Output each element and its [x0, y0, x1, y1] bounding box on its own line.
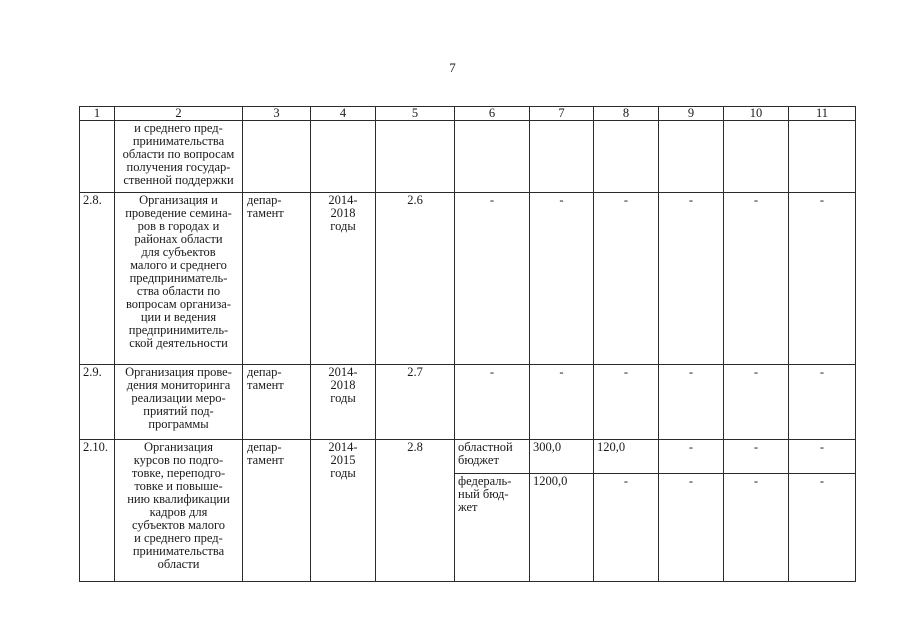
cell-dept: депар- тамент [243, 193, 311, 365]
cell-source [455, 121, 530, 193]
cell-c9: - [659, 193, 724, 365]
cell-c10: - [724, 474, 789, 582]
header-cell: 6 [455, 107, 530, 121]
header-cell: 5 [376, 107, 455, 121]
header-cell: 7 [530, 107, 594, 121]
cell-c9: - [659, 365, 724, 440]
cell-c10 [724, 121, 789, 193]
cell-dept: депар- тамент [243, 365, 311, 440]
cell-c11: - [789, 193, 856, 365]
cell-c6: - [455, 193, 530, 365]
cell-c7: - [530, 365, 594, 440]
cell-code: 2.6 [376, 193, 455, 365]
cell-c8 [594, 121, 659, 193]
cell-c8: - [594, 474, 659, 582]
cell-c9: - [659, 440, 724, 474]
header-cell: 11 [789, 107, 856, 121]
header-row [80, 107, 856, 121]
cell-c7: 1200,0 [530, 474, 594, 582]
cell-c7: - [530, 193, 594, 365]
cell-c11: - [789, 474, 856, 582]
cell-dept: депар- тамент [243, 440, 311, 582]
cell-code [376, 121, 455, 193]
header-cell: 10 [724, 107, 789, 121]
cell-num: 2.8. [80, 193, 115, 365]
cell-name: Организация курсов по подго- товке, переподго- товке и повыше- нию квалификации кадров для субъектов малого и среднего пред- принимательства области [115, 440, 243, 582]
cell-c10: - [724, 193, 789, 365]
header-cell: 3 [243, 107, 311, 121]
cell-num: 2.9. [80, 365, 115, 440]
cell-years: 2014- 2018 годы [311, 193, 376, 365]
cell-c6: - [455, 365, 530, 440]
header-cell: 2 [115, 107, 243, 121]
cell-c11: - [789, 440, 856, 474]
header-cell: 4 [311, 107, 376, 121]
cell-num: 2.10. [80, 440, 115, 582]
cell-c7 [530, 121, 594, 193]
cell-c8: 120,0 [594, 440, 659, 474]
table-row-2-8 [80, 193, 856, 365]
header-cell: 9 [659, 107, 724, 121]
header-cell: 1 [80, 107, 115, 121]
cell-c9: - [659, 474, 724, 582]
cell-c9 [659, 121, 724, 193]
cell-years [311, 121, 376, 193]
table-row-continuation [80, 121, 856, 193]
cell-name: Организация и проведение семина- ров в городах и районах области для субъектов малого и среднего предприниматель- ства области по вопросам организа- ции и ведения предпринимитель- ской деятельности [115, 193, 243, 365]
cell-num [80, 121, 115, 193]
cell-name: Организация прове- дения мониторинга реализации меро- приятий под- программы [115, 365, 243, 440]
cell-c10: - [724, 365, 789, 440]
cell-code: 2.7 [376, 365, 455, 440]
table-row-2-10 [80, 440, 856, 474]
program-table [79, 106, 856, 582]
cell-c11: - [789, 365, 856, 440]
header-cell: 8 [594, 107, 659, 121]
cell-dept [243, 121, 311, 193]
cell-c8: - [594, 193, 659, 365]
cell-c8: - [594, 365, 659, 440]
cell-c11 [789, 121, 856, 193]
cell-c7: 300,0 [530, 440, 594, 474]
cell-years: 2014- 2015 годы [311, 440, 376, 582]
cell-code: 2.8 [376, 440, 455, 582]
page-number: 7 [449, 60, 456, 75]
cell-c10: - [724, 440, 789, 474]
table-row-2-9 [80, 365, 856, 440]
cell-source: областной бюджет [455, 440, 530, 474]
cell-source: федераль- ный бюд- жет [455, 474, 530, 582]
cell-years: 2014- 2018 годы [311, 365, 376, 440]
cell-name: и среднего пред- принимательства области по вопросам получения государ- ственной поддержки [115, 121, 243, 193]
